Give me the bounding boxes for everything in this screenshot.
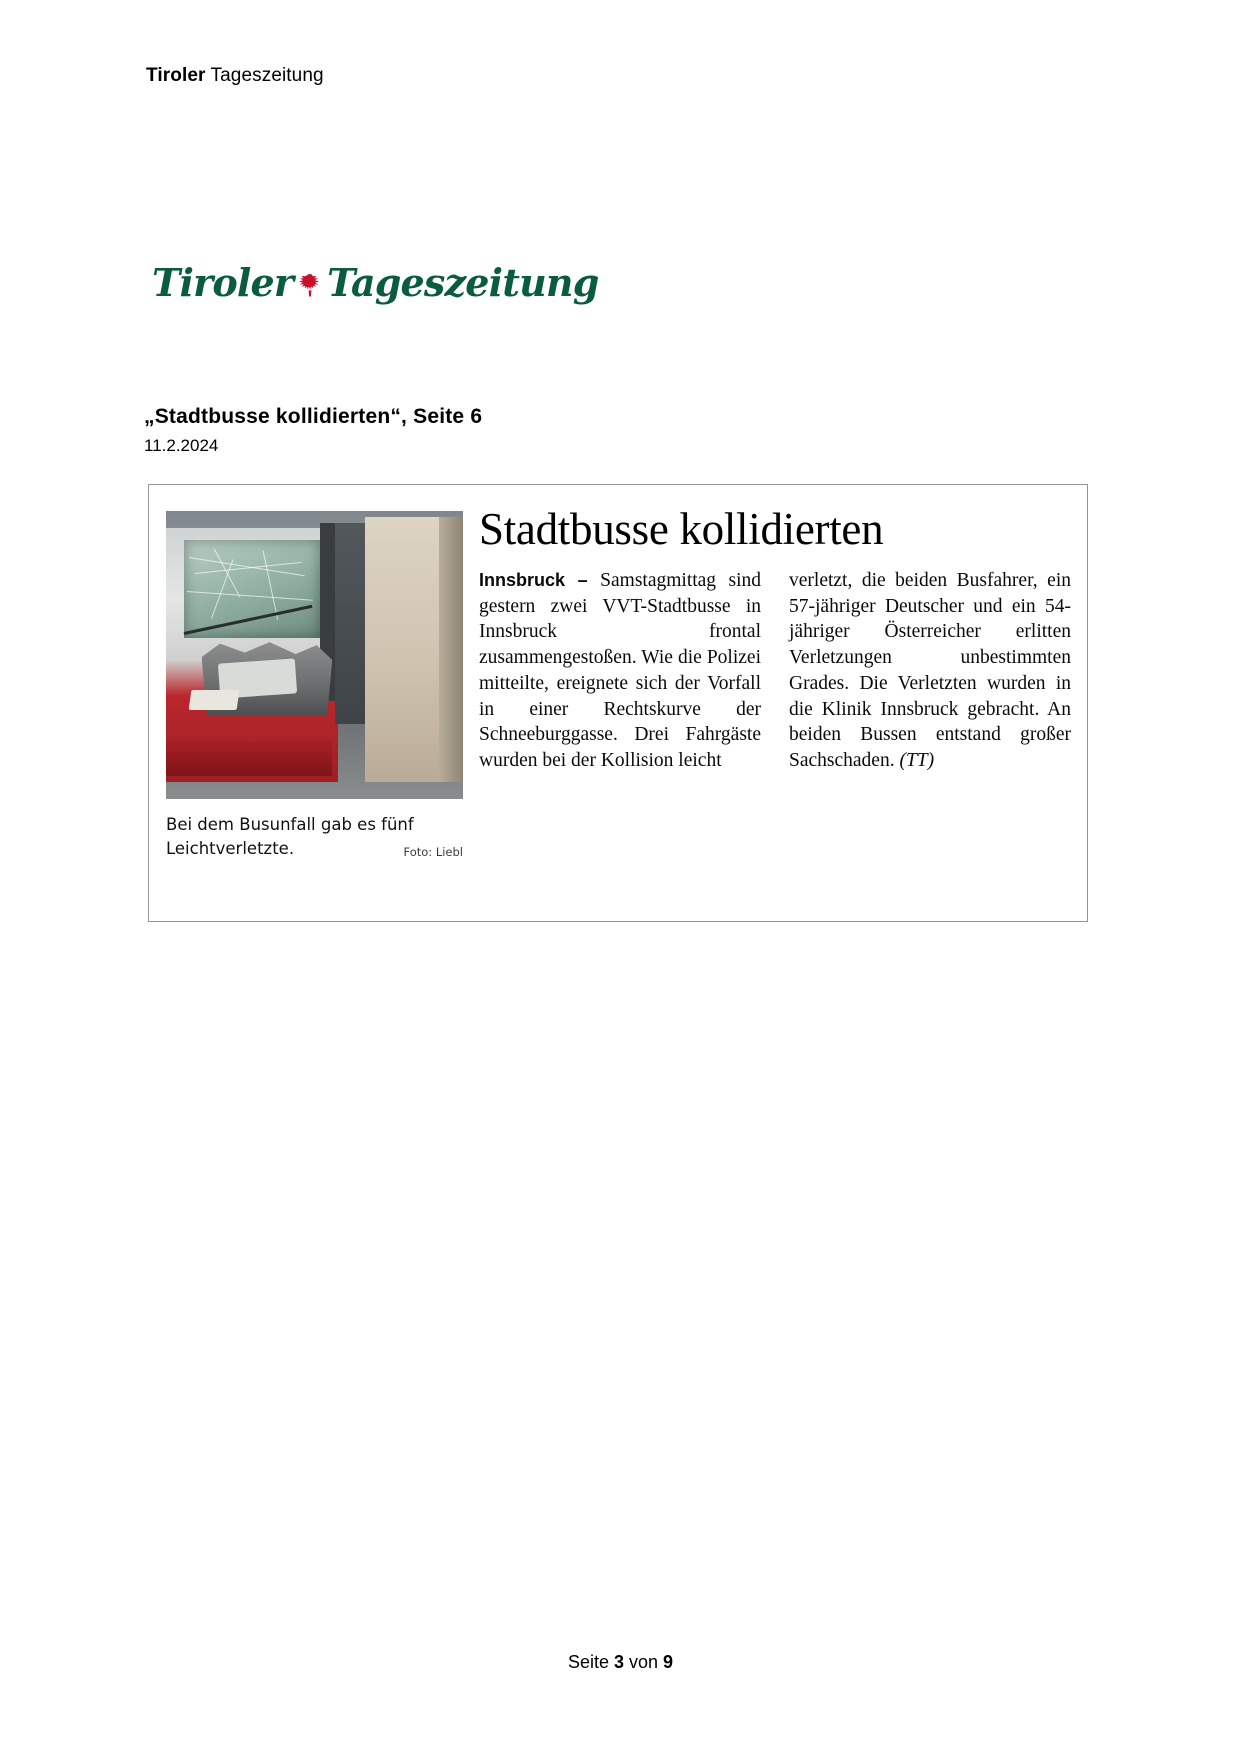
clipping-photo-column (166, 511, 463, 861)
clipping-article (479, 504, 1071, 774)
article-column-2 (789, 568, 1071, 774)
footer-prefix: Seite (567, 1652, 614, 1672)
running-header-brand-bold: Tiroler (146, 65, 206, 86)
publication-date: 11.2.2024 (144, 436, 219, 455)
article-body-2: verletzt, die beiden Busfahrer, ein 57-jähriger Deutscher und ein 54-jähriger Österreicher erlitten Verletzungen unbestimmten Grades. Die Verletzten wurden in die Klinik Innsbruck gebracht. An beiden Bussen entstand großer Sachschaden. (789, 570, 1071, 772)
photo-caption-block (166, 813, 463, 861)
article-headline: Stadtbusse kollidierten (479, 504, 884, 554)
photo-bus-door (335, 523, 365, 725)
photo-headlight (188, 690, 238, 710)
photo-credit: Foto: Liebl (403, 845, 463, 860)
masthead-logo-right: Tageszeitung (327, 260, 599, 305)
accident-photo (166, 511, 463, 799)
photo-caption-text: Bei dem Busunfall gab es fünf Leichtverletzte. (166, 815, 414, 858)
article-body-1: Samstagmittag sind gestern zwei VVT-Stadtbusse in Innsbruck frontal zusammengestoßen. Wie die Polizei mitteilte, ereignete sich der Vorfall in einer Rechtskurve der Schneeburggasse. Drei Fahrgäste wurden bei der Kollision leicht (479, 570, 761, 772)
article-columns (479, 568, 1071, 774)
page-title: „Stadtbusse kollidierten“, Seite 6 (144, 405, 483, 428)
press-clipping (148, 484, 1088, 922)
article-source: (TT) (899, 750, 935, 772)
masthead-logo (152, 260, 599, 306)
article-column-1 (479, 568, 761, 774)
footer-total-pages: 9 (663, 1652, 674, 1672)
article-dateline: Innsbruck – (479, 570, 601, 590)
photo-windshield (184, 540, 321, 638)
photo-bus-right-shadow (439, 517, 463, 782)
running-header (146, 65, 324, 87)
footer-current-page: 3 (613, 1652, 624, 1672)
masthead-logo-left: Tiroler (152, 260, 294, 305)
tyrolean-eagle-icon (295, 270, 325, 300)
page-footer (0, 1652, 1241, 1673)
photo-bumper (166, 741, 332, 776)
footer-middle: von (624, 1652, 664, 1672)
running-header-brand-rest: Tageszeitung (205, 65, 324, 86)
